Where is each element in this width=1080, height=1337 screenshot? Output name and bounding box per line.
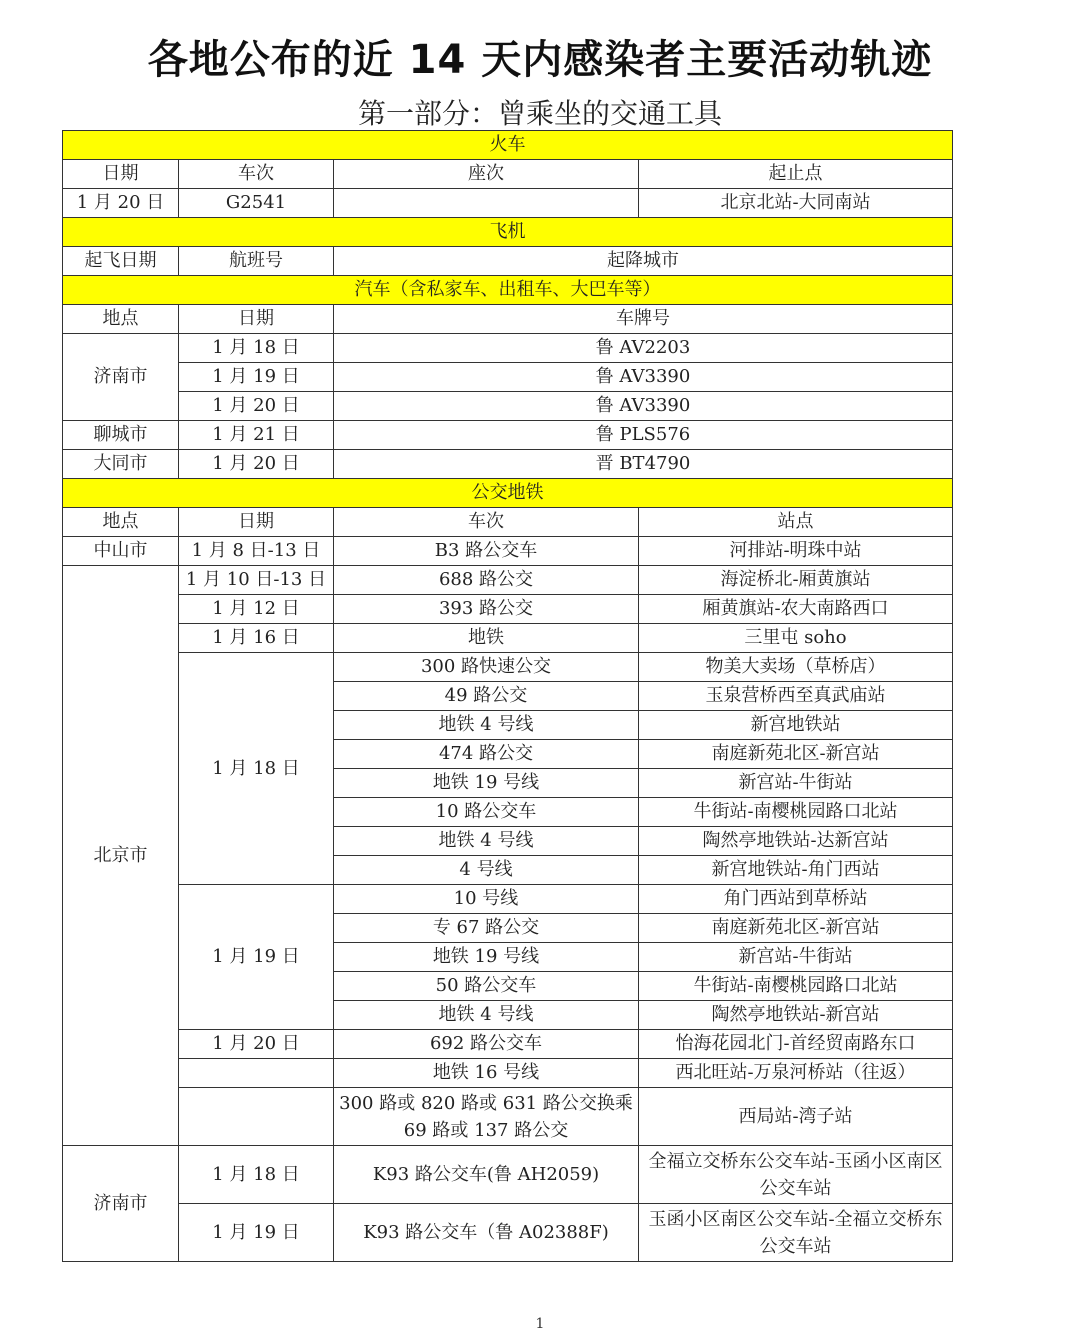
section-title-car: 汽车（含私家车、出租车、大巴车等） bbox=[63, 276, 953, 305]
bus-stops: 南庭新苑北区-新宫站 bbox=[639, 914, 953, 943]
car-plate: 鲁 AV3390 bbox=[334, 392, 953, 421]
bus-stops: 牛街站-南樱桃园路口北站 bbox=[639, 798, 953, 827]
car-date: 1 月 19 日 bbox=[179, 363, 334, 392]
bus-place-beijing: 北京市 bbox=[63, 566, 179, 1146]
col-header: 日期 bbox=[179, 508, 334, 537]
bus-date: 1 月 20 日 bbox=[179, 1030, 334, 1059]
train-column-headers bbox=[63, 160, 953, 189]
car-date: 1 月 20 日 bbox=[179, 450, 334, 479]
bus-route: 50 路公交车 bbox=[334, 972, 639, 1001]
bus-stops: 角门西站到草桥站 bbox=[639, 885, 953, 914]
car-plate: 晋 BT4790 bbox=[334, 450, 953, 479]
bus-route: 4 号线 bbox=[334, 856, 639, 885]
table-row bbox=[63, 363, 953, 392]
col-header: 车牌号 bbox=[334, 305, 953, 334]
page-number: 1 bbox=[535, 1316, 545, 1332]
bus-date: 1 月 12 日 bbox=[179, 595, 334, 624]
bus-route: 地铁 19 号线 bbox=[334, 943, 639, 972]
col-header: 日期 bbox=[63, 160, 179, 189]
page-title: 各地公布的近 14 天内感染者主要活动轨迹 bbox=[147, 37, 933, 83]
table-row bbox=[63, 1204, 953, 1262]
bus-route: 393 路公交 bbox=[334, 595, 639, 624]
bus-stops: 陶然亭地铁站-达新宫站 bbox=[639, 827, 953, 856]
train-route: 北京北站-大同南站 bbox=[639, 189, 953, 218]
table-row bbox=[63, 595, 953, 624]
bus-stops: 海淀桥北-厢黄旗站 bbox=[639, 566, 953, 595]
car-place: 大同市 bbox=[63, 450, 179, 479]
section-title-bus: 公交地铁 bbox=[63, 479, 953, 508]
bus-stops: 南庭新苑北区-新宫站 bbox=[639, 740, 953, 769]
col-header: 起降城市 bbox=[334, 247, 953, 276]
car-date: 1 月 21 日 bbox=[179, 421, 334, 450]
bus-route: K93 路公交车（鲁 A02388F) bbox=[334, 1204, 639, 1262]
car-column-headers bbox=[63, 305, 953, 334]
bus-date: 1 月 19 日 bbox=[179, 885, 334, 1030]
bus-route: K93 路公交车(鲁 AH2059) bbox=[334, 1146, 639, 1204]
bus-date bbox=[179, 1088, 334, 1146]
table-row bbox=[63, 334, 953, 363]
col-header: 起飞日期 bbox=[63, 247, 179, 276]
col-header: 车次 bbox=[179, 160, 334, 189]
table-row bbox=[63, 624, 953, 653]
col-header: 站点 bbox=[639, 508, 953, 537]
bus-stops: 新宫地铁站-角门西站 bbox=[639, 856, 953, 885]
table-row bbox=[63, 653, 953, 682]
bus-date: 1 月 8 日-13 日 bbox=[179, 537, 334, 566]
bus-route: 10 号线 bbox=[334, 885, 639, 914]
car-plate: 鲁 PLS576 bbox=[334, 421, 953, 450]
bus-stops: 玉函小区南区公交车站-全福立交桥东公交车站 bbox=[639, 1204, 953, 1262]
table-row bbox=[63, 1146, 953, 1204]
train-number: G2541 bbox=[179, 189, 334, 218]
car-place: 济南市 bbox=[63, 334, 179, 421]
bus-date: 1 月 10 日-13 日 bbox=[179, 566, 334, 595]
bus-route: 300 路快速公交 bbox=[334, 653, 639, 682]
bus-stops: 怡海花园北门-首经贸南路东口 bbox=[639, 1030, 953, 1059]
bus-place: 中山市 bbox=[63, 537, 179, 566]
section-title-train: 火车 bbox=[63, 131, 953, 160]
page-subtitle: 第一部分：曾乘坐的交通工具 bbox=[357, 97, 722, 130]
bus-stops: 物美大卖场（草桥店） bbox=[639, 653, 953, 682]
bus-column-headers bbox=[63, 508, 953, 537]
plane-column-headers bbox=[63, 247, 953, 276]
train-date: 1 月 20 日 bbox=[63, 189, 179, 218]
bus-route: 专 67 路公交 bbox=[334, 914, 639, 943]
table-row bbox=[63, 885, 953, 914]
table-row bbox=[63, 537, 953, 566]
train-section-header bbox=[63, 131, 953, 160]
train-seat bbox=[334, 189, 639, 218]
bus-stops: 陶然亭地铁站-新宫站 bbox=[639, 1001, 953, 1030]
bus-route: 地铁 4 号线 bbox=[334, 1001, 639, 1030]
table-row bbox=[63, 1059, 953, 1088]
bus-route: 地铁 4 号线 bbox=[334, 827, 639, 856]
trajectory-table bbox=[62, 130, 953, 1262]
table-row bbox=[63, 189, 953, 218]
bus-stops: 全福立交桥东公交车站-玉函小区南区公交车站 bbox=[639, 1146, 953, 1204]
table-row bbox=[63, 450, 953, 479]
car-plate: 鲁 AV2203 bbox=[334, 334, 953, 363]
section-title-plane: 飞机 bbox=[63, 218, 953, 247]
bus-route: 地铁 bbox=[334, 624, 639, 653]
bus-stops: 三里屯 soho bbox=[639, 624, 953, 653]
bus-stops: 新宫地铁站 bbox=[639, 711, 953, 740]
bus-route: 地铁 19 号线 bbox=[334, 769, 639, 798]
bus-stops: 西局站-湾子站 bbox=[639, 1088, 953, 1146]
bus-section-header bbox=[63, 479, 953, 508]
car-place: 聊城市 bbox=[63, 421, 179, 450]
bus-stops: 新宫站-牛街站 bbox=[639, 943, 953, 972]
table-row bbox=[63, 1088, 953, 1146]
bus-route: 地铁 4 号线 bbox=[334, 711, 639, 740]
plane-section-header bbox=[63, 218, 953, 247]
table-row bbox=[63, 421, 953, 450]
bus-stops: 河排站-明珠中站 bbox=[639, 537, 953, 566]
bus-route: 地铁 16 号线 bbox=[334, 1059, 639, 1088]
bus-route: 300 路或 820 路或 631 路公交换乘 69 路或 137 路公交 bbox=[334, 1088, 639, 1146]
table-row bbox=[63, 1030, 953, 1059]
bus-date: 1 月 18 日 bbox=[179, 1146, 334, 1204]
car-date: 1 月 18 日 bbox=[179, 334, 334, 363]
bus-date bbox=[179, 1059, 334, 1088]
bus-route: 692 路公交车 bbox=[334, 1030, 639, 1059]
bus-route: 474 路公交 bbox=[334, 740, 639, 769]
col-header: 座次 bbox=[334, 160, 639, 189]
car-section-header bbox=[63, 276, 953, 305]
bus-route: 49 路公交 bbox=[334, 682, 639, 711]
bus-date: 1 月 19 日 bbox=[179, 1204, 334, 1262]
bus-date: 1 月 18 日 bbox=[179, 653, 334, 885]
col-header: 地点 bbox=[63, 508, 179, 537]
car-date: 1 月 20 日 bbox=[179, 392, 334, 421]
col-header: 起止点 bbox=[639, 160, 953, 189]
bus-stops: 西北旺站-万泉河桥站（往返） bbox=[639, 1059, 953, 1088]
bus-date: 1 月 16 日 bbox=[179, 624, 334, 653]
car-plate: 鲁 AV3390 bbox=[334, 363, 953, 392]
bus-route: 10 路公交车 bbox=[334, 798, 639, 827]
bus-stops: 玉泉营桥西至真武庙站 bbox=[639, 682, 953, 711]
col-header: 地点 bbox=[63, 305, 179, 334]
bus-stops: 新宫站-牛街站 bbox=[639, 769, 953, 798]
bus-stops: 牛街站-南樱桃园路口北站 bbox=[639, 972, 953, 1001]
bus-route: 688 路公交 bbox=[334, 566, 639, 595]
col-header: 航班号 bbox=[179, 247, 334, 276]
col-header: 车次 bbox=[334, 508, 639, 537]
bus-place-jinan: 济南市 bbox=[63, 1146, 179, 1262]
bus-stops: 厢黄旗站-农大南路西口 bbox=[639, 595, 953, 624]
table-row bbox=[63, 566, 953, 595]
table-row bbox=[63, 392, 953, 421]
col-header: 日期 bbox=[179, 305, 334, 334]
bus-route: B3 路公交车 bbox=[334, 537, 639, 566]
